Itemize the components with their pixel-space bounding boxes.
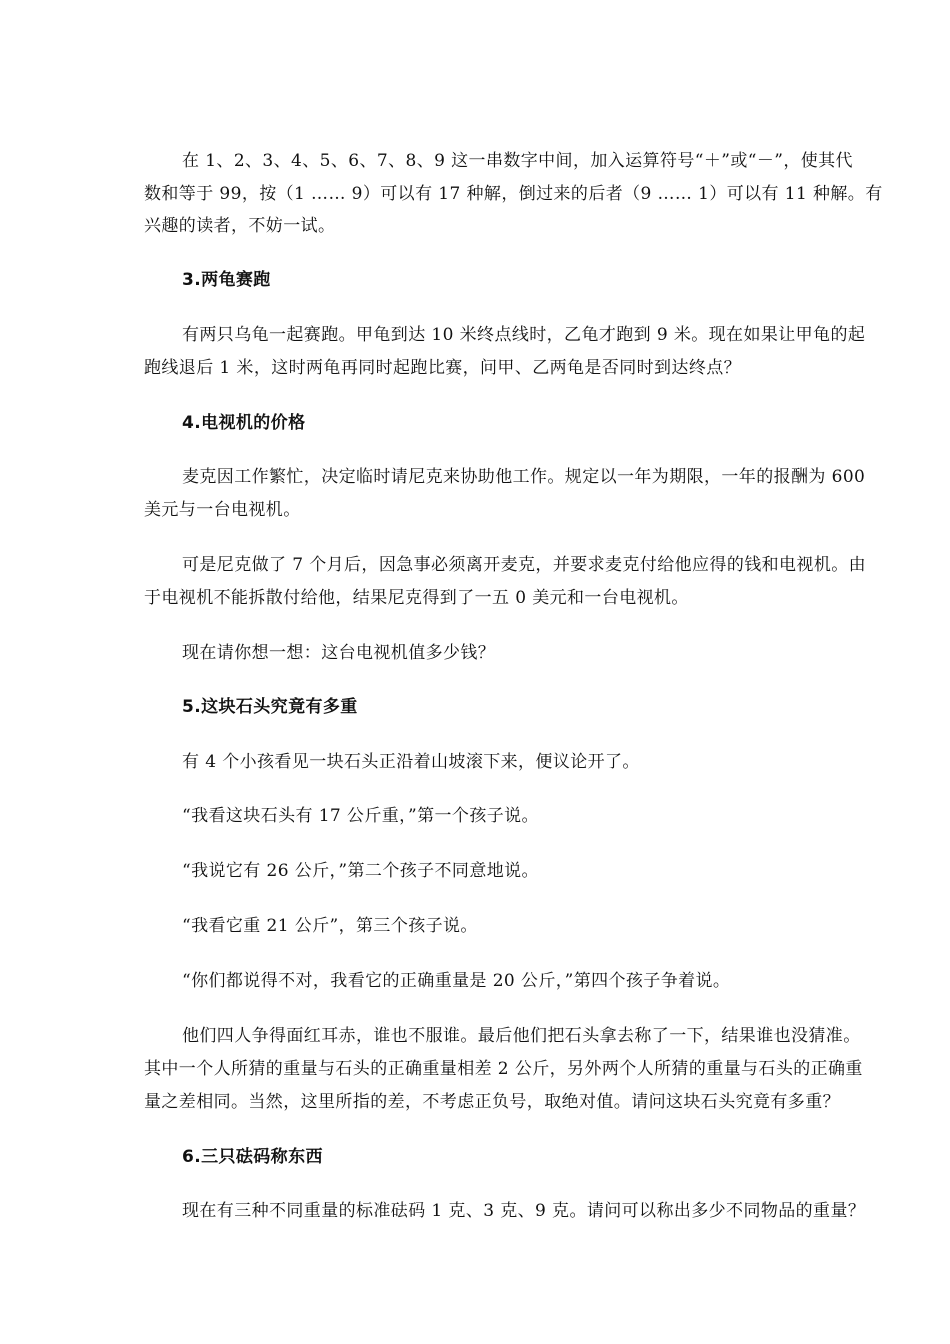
s5-p6-line-1: 他们四人争得面红耳赤，谁也不服谁。最后他们把石头拿去称了一下，结果谁也没猜准。 [182,1026,861,1046]
section-heading-3: 3.两龟赛跑 [182,270,271,290]
s4-p2-line-1: 可是尼克做了 7 个月后，因急事必须离开麦克，并要求麦克付给他应得的钱和电视机。由 [182,555,867,575]
s5-p3: “我说它有 26 公斤，”第二个孩子不同意地说。 [182,861,539,881]
s4-p3: 现在请你想一想：这台电视机值多少钱？ [182,643,496,663]
section-heading-6: 6.三只砝码称东西 [182,1147,323,1167]
s4-p2-line-2: 于电视机不能拆散付给他，结果尼克得到了一五 0 美元和一台电视机。 [144,588,689,608]
s5-p6-line-2: 其中一个人所猜的重量与石头的正确重量相差 2 公斤，另外两个人所猜的重量与石头的正确重 [144,1059,863,1079]
s4-p1-line-2: 美元与一台电视机。 [144,500,301,520]
s5-p5: “你们都说得不对，我看它的正确重量是 20 公斤，”第四个孩子争着说。 [182,971,731,991]
s5-p4: “我看它重 21 公斤”，第三个孩子说。 [182,916,478,936]
intro-line-3: 兴趣的读者，不妨一试。 [144,216,336,236]
section-heading-5: 5.这块石头究竟有多重 [182,697,358,717]
s3-line-1: 有两只乌龟一起赛跑。甲龟到达 10 米终点线时，乙龟才跑到 9 米。现在如果让甲龟的起 [182,325,866,345]
s5-p1: 有 4 个小孩看见一块石头正沿着山坡滚下来，便议论开了。 [182,752,640,772]
s6-p1: 现在有三种不同重量的标准砝码 1 克、3 克、9 克。请问可以称出多少不同物品的重量？ [182,1201,866,1221]
intro-line-2: 数和等于 99，按（1 …… 9）可以有 17 种解，倒过来的后者（9 …… 1）可以有 11 种解。有 [144,184,883,204]
s3-line-2: 跑线退后 1 米，这时两龟再同时起跑比赛，问甲、乙两龟是否同时到达终点？ [144,358,742,378]
s5-p6-line-3: 量之差相同。当然，这里所指的差，不考虑正负号，取绝对值。请问这块石头究竟有多重？ [144,1092,840,1112]
intro-line-1: 在 1、2、3、4、5、6、7、8、9 这一串数字中间，加入运算符号“＋”或“－”，使其代 [182,151,853,171]
section-heading-4: 4.电视机的价格 [182,413,306,433]
s4-p1-line-1: 麦克因工作繁忙，决定临时请尼克来协助他工作。规定以一年为期限，一年的报酬为 600 [182,467,866,487]
s5-p2: “我看这块石头有 17 公斤重，”第一个孩子说。 [182,806,539,826]
